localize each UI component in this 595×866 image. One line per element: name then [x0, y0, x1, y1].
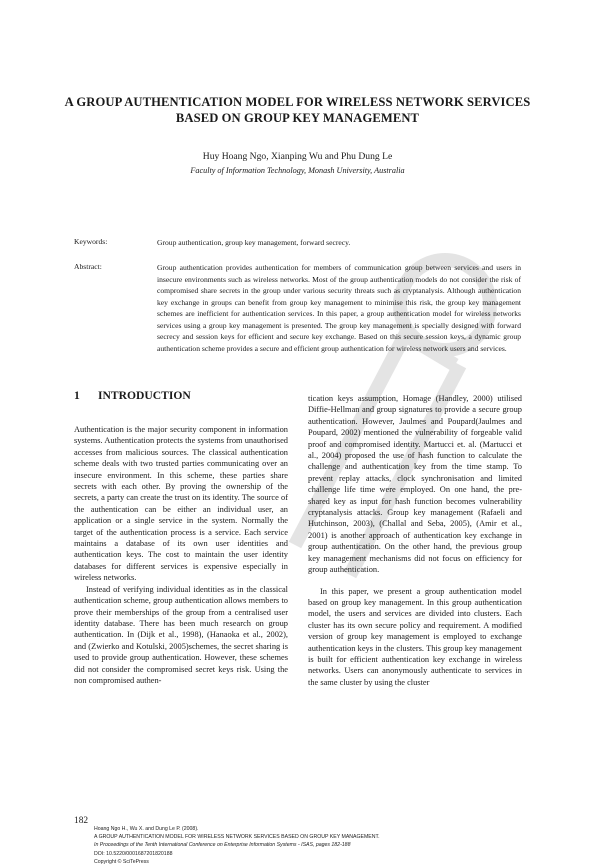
right-column — [308, 393, 522, 688]
paragraph: Instead of verifying individual identities as in the classical authentication scheme, group authentication allows members to prove their memberships of the group from a centralised user identity database. There has been much research on group authentication. In (Dijk et al., 1998), (Hanaoka et al., 2002), and (Zwierko and Kotulski, 2005)schemes, the secret sharing is used to provide group authentication. However, these schemes did not consider the compromised secret keys risk. Using the non compromised authen- — [74, 584, 288, 685]
abstract-label: Abstract: — [74, 262, 102, 271]
keywords-label: Keywords: — [74, 237, 108, 246]
keywords-text: Group authentication, group key management, forward secrecy. — [157, 238, 351, 247]
citation-footer — [94, 825, 380, 866]
footer-citation: Hoang Ngo H., Wu X. and Dung Le P. (2008). — [94, 826, 199, 832]
paragraph: In this paper, we present a group authentication model based on group key management. In this group authentication model, the users and services are divided into clusters. Each cluster has its own secure policy and requirement. A modified version of group key management is employed to exchange authentication keys in the clusters. This group key management is built for efficient authentication key exchange in wireless networks. Users can anonymously authenticate to services in the same cluster by using the cluster — [308, 586, 522, 687]
footer-title: A GROUP AUTHENTICATION MODEL FOR WIRELESS NETWORK SERVICES BASED ON GROUP KEY MANAGEMENT. — [94, 834, 380, 841]
page-number: 182 — [74, 816, 89, 826]
section-title: INTRODUCTION — [98, 389, 191, 402]
left-column — [74, 424, 288, 686]
paper-title: A GROUP AUTHENTICATION MODEL FOR WIRELESS NETWORK SERVICES BASED ON GROUP KEY MANAGEMENT — [64, 95, 531, 125]
footer-copyright: Copyright © SciTePress — [94, 858, 149, 865]
abstract-text: Group authentication provides authentication for members of communication group between services and users in insecure environments such as wireless networks. Most of the group authentication models do not consider the risk of compromised share secrets in the group under various security threats such as cryptanalysis. Although authentication key exchange in groups can benefit from group key management to minimise this risk, the group key management schemes are inefficient for authentication services. In this paper, a group authentication model for wireless networks services using a group key management is presented. The group key management is specially designed with forward secrecy and session keys for efficient and secure key exchange. Based on this secure session keys, a dynamic group authentication scheme provides a secure and efficient group authentication for wireless network users and services. — [157, 263, 521, 353]
footer-proceedings: In Proceedings of the Tenth International Conference on Enterprise Information Systems - ISAS, pages 182-188 — [94, 842, 351, 849]
paragraph: Authentication is the major security component in information systems. Authentication protects the systems from unauthorised accesses from malicious sources. The classical authentication scheme deals with two trusted parties communicating over an insecure environment. In this scheme, these parties share secrets with each other. By proving the ownership of the secrets, a party can create the trust on its identity. The source of the authentication can be either an individual user, an application or a single service in the system. Normally the target of the authentication process is a service. Each service maintains a database of its own user identities and authentication keys. The cost to maintain the user identity databases for different services is expensive especially in wireless networks. — [74, 425, 288, 583]
affiliation: Faculty of Information Technology, Monash University, Australia — [190, 166, 405, 175]
author-list: Huy Hoang Ngo, Xianping Wu and Phu Dung Le — [202, 151, 393, 162]
section-heading — [74, 389, 191, 402]
footer-doi: DOI: 10.5220/0001687201820188 — [94, 850, 173, 857]
section-number: 1 — [74, 389, 80, 402]
paragraph: tication keys assumption, Homage (Handley, 2000) utilised Diffie-Hellman and group signatures to provide a secure group authentication. However, Jaulmes and Poupard(Jaulmes and Poupard, 2002) mentioned the vulnerability of forgeable valid proof and compromised identity. Martucci et. al. (Martucci et al., 2004) proposed the use of hash function to calculate the challenge and authentication key from the time stamp. To prevent replay attacks, clock synchronisation and limited challenge life time were employed. On one hand, the pre-shared key as input for hash function becomes vulnerability cryptanalysis attacks. Group key management (Rafaeli and Hutchinson, 2003), (Challal and Seba, 2005), (Amir et al., 2001) is another approach of authentication key exchange in group authentication. On the other hand, the previous group key management mechanisms did not focus on efficiency for group authentication. — [308, 394, 522, 575]
